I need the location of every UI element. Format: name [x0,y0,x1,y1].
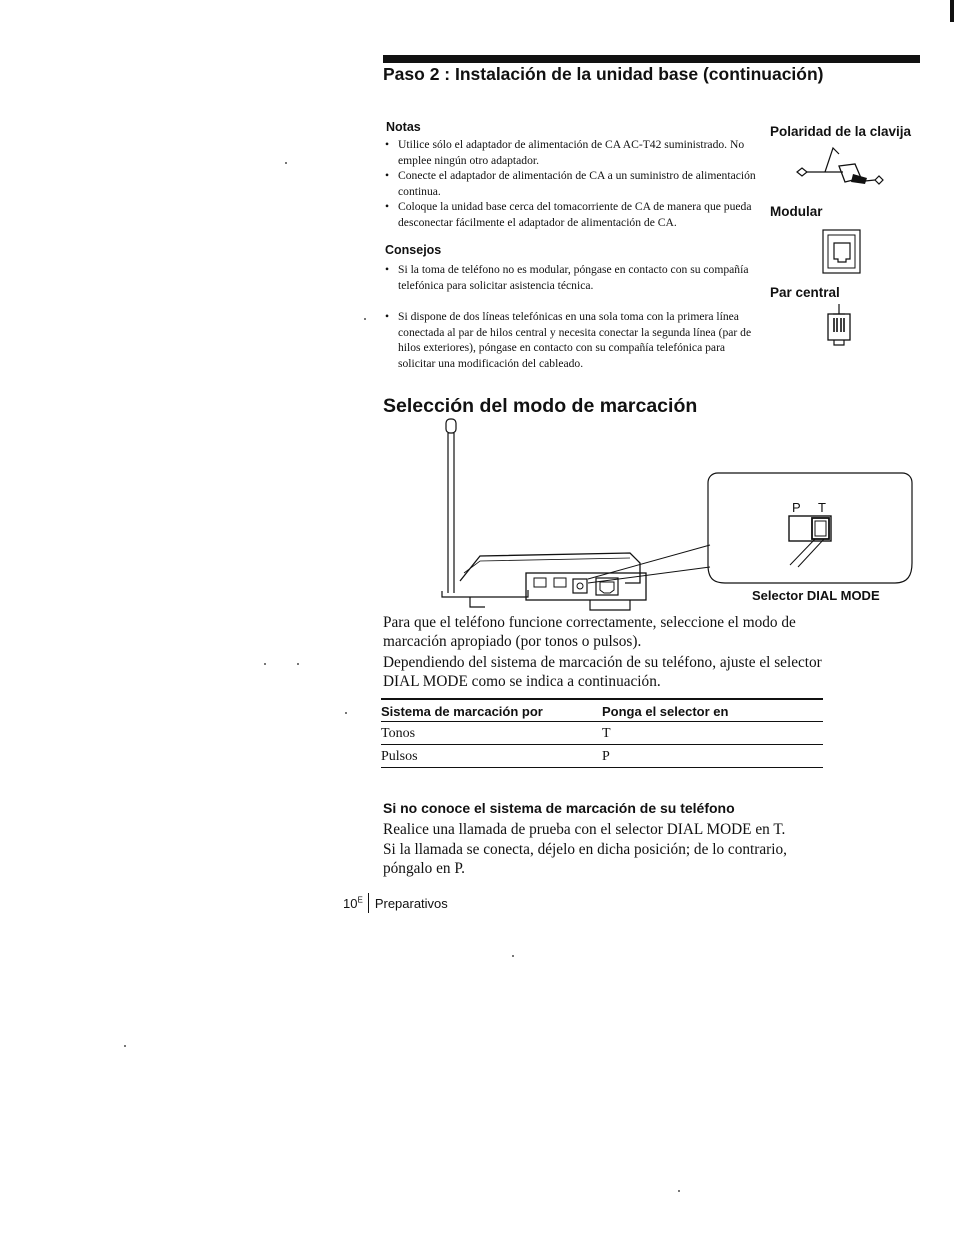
page-suffix: E [357,895,363,905]
scan-speck [297,663,299,665]
notas-heading: Notas [386,120,421,134]
footer-section: Preparativos [374,896,448,911]
table-cell: T [602,722,823,745]
central-pair-jack-icon [826,304,852,348]
consejos-heading: Consejos [385,243,442,257]
body-paragraph: Realice una llamada de prueba con el selector DIAL MODE en T. [383,821,786,838]
table-header-row [381,699,823,722]
section-title: Selección del modo de marcación [383,395,698,417]
footer-separator [368,893,369,913]
notas-list [383,137,763,230]
table-row [381,745,823,768]
selector-caption: Selector DIAL MODE [752,588,880,603]
table-row [381,722,823,745]
subsection-title: Si no conoce el sistema de marcación de su teléfono [383,800,735,816]
list-item: • Conecte el adaptador de alimentación de CA a un suministro de alimentación continua. [383,168,763,199]
edge-mark [950,0,954,22]
scan-speck [678,1190,680,1192]
scan-speck [364,318,366,320]
scan-speck [512,955,514,957]
list-item: • Si la toma de teléfono no es modular, póngase en contacto con su compañía telefónica para solicitar asistencia técnica. [383,262,763,293]
consejos-list [383,262,763,371]
body-paragraph: Dependiendo del sistema de marcación de su teléfono, ajuste el selector DIAL MODE como se indica a continuación. [383,654,822,690]
polaridad-label: Polaridad de la clavija [770,124,912,139]
page-footer [343,893,448,913]
table-cell: P [602,745,823,768]
table-header-cell: Ponga el selector en [602,699,823,722]
dial-mode-table [381,698,823,768]
plug-polarity-icon [795,144,890,194]
body-paragraph: Si la llamada se conecta, déjelo en dicha posición; de lo contrario, póngalo en P. [383,841,787,877]
switch-label-t: T [818,500,826,515]
par-central-label: Par central [770,285,840,300]
body-paragraph: Para que el teléfono funcione correctamente, seleccione el modo de marcación apropiado (por tonos o pulsos). [383,614,796,650]
page-title: Paso 2 : Instalación de la unidad base (continuación) [383,64,824,84]
scan-speck [124,1045,126,1047]
list-item: • Coloque la unidad base cerca del tomacorriente de CA de manera que pueda desconectar fácilmente el adaptador de alimentación de CA. [383,199,763,230]
list-item: • Utilice sólo el adaptador de alimentación de CA AC-T42 suministrado. No emplee ningún otro adaptador. [383,137,763,168]
page-number: 10 [343,896,358,911]
modular-label: Modular [770,204,823,219]
table-cell: Pulsos [381,745,602,768]
table-header-cell: Sistema de marcación por [381,699,602,722]
scan-speck [264,663,266,665]
table-cell: Tonos [381,722,602,745]
modular-jack-icon [822,229,862,275]
list-item: • Si dispone de dos líneas telefónicas en una sola toma con la primera línea conectada al par de hilos central y necesita conectar la segunda línea (par de hilos exteriores), póngase en contacto con su compañía telefónica para solicitar una modificación del cableado. [383,309,763,371]
scan-speck [345,712,347,714]
switch-label-p: P [792,500,801,515]
header-rule [383,55,920,63]
base-unit-figure [440,415,920,615]
scan-speck [285,162,287,164]
